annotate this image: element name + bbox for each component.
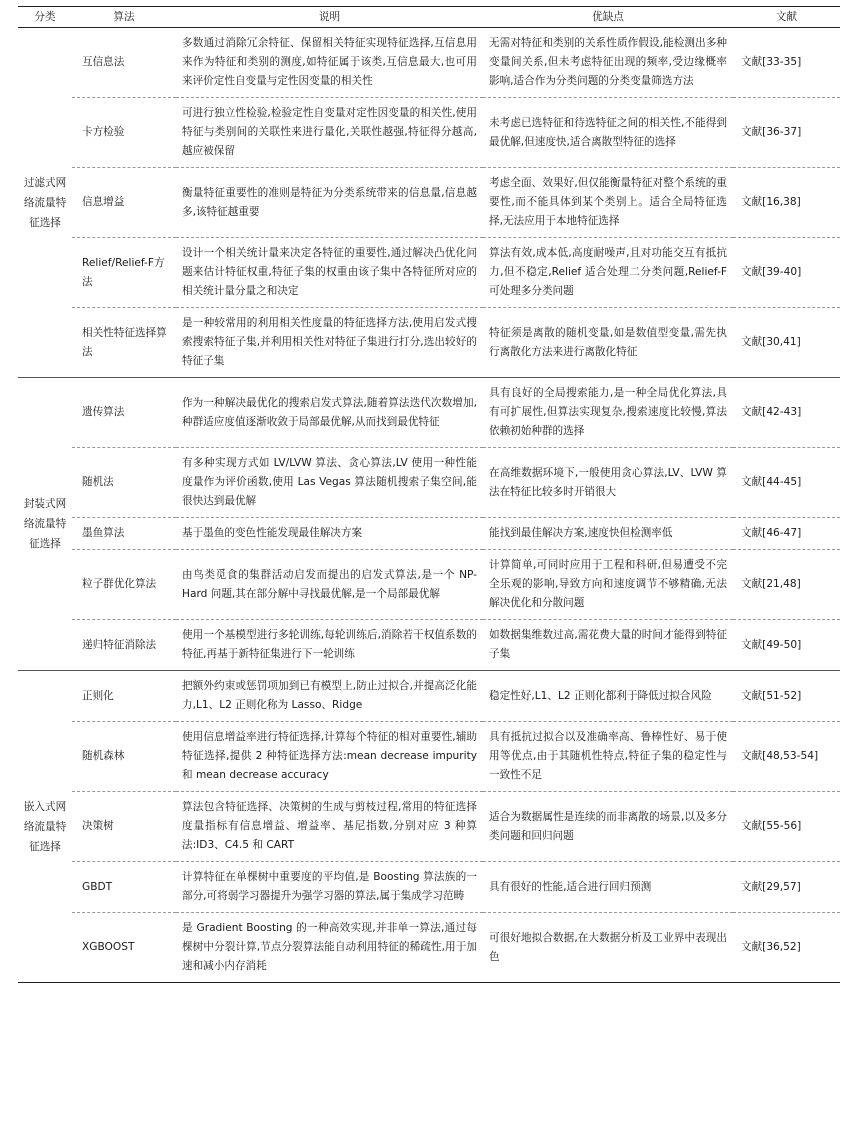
reference-cell: 文献[16,38] <box>733 168 840 238</box>
reference-cell: 文献[48,53-54] <box>733 722 840 792</box>
algorithm-cell: 卡方检验 <box>72 98 176 168</box>
description-cell: 作为一种解决最优化的搜索启发式算法,随着算法迭代次数增加,种群适应度值逐渐收敛于局部最优解,从而找到最优特征 <box>176 378 483 448</box>
description-cell: 由鸟类觅食的集群活动启发而提出的启发式算法,是一个 NP-Hard 问题,其在部分解中寻找最优解,是一个局部最优解 <box>176 550 483 620</box>
algorithm-cell: 正则化 <box>72 671 176 722</box>
pros-cons-cell: 未考虑已选特征和待选特征之间的相关性,不能得到最优解,但速度快,适合离散型特征的选择 <box>483 98 733 168</box>
pros-cons-cell: 考虑全面、效果好,但仅能衡量特征对整个系统的重要性,而不能具体到某个类别上。适合全局特征选择,无法应用于本地特征选择 <box>483 168 733 238</box>
algorithm-cell: 互信息法 <box>72 28 176 98</box>
description-cell: 衡量特征重要性的准则是特征为分类系统带来的信息量,信息越多,该特征越重要 <box>176 168 483 238</box>
algorithm-cell: 信息增益 <box>72 168 176 238</box>
table-row <box>18 238 840 308</box>
algorithm-cell: Relief/Relief-F方法 <box>72 238 176 308</box>
reference-cell: 文献[44-45] <box>733 448 840 518</box>
table-header-row <box>18 7 840 28</box>
description-cell: 可进行独立性检验,检验定性自变量对定性因变量的相关性,使用特征与类别间的关联性来进行量化,关联性越强,特征得分越高,越应被保留 <box>176 98 483 168</box>
algorithm-cell: 随机法 <box>72 448 176 518</box>
reference-cell: 文献[36-37] <box>733 98 840 168</box>
description-cell: 使用一个基模型进行多轮训练,每轮训练后,消除若干权值系数的特征,再基于新特征集进行下一轮训练 <box>176 620 483 671</box>
table-row <box>18 378 840 448</box>
description-cell: 设计一个相关统计量来决定各特征的重要性,通过解决凸优化问题来估计特征权重,特征子集的权重由该子集中各特征所对应的相关统计量分量之和决定 <box>176 238 483 308</box>
table-row <box>18 448 840 518</box>
algorithm-cell: 墨鱼算法 <box>72 518 176 550</box>
reference-cell: 文献[42-43] <box>733 378 840 448</box>
algorithm-cell: 决策树 <box>72 792 176 862</box>
pros-cons-cell: 计算简单,可同时应用于工程和科研,但易遭受不完全乐观的影响,导致方向和速度调节不够精确,无法解决优化和分散问题 <box>483 550 733 620</box>
reference-cell: 文献[33-35] <box>733 28 840 98</box>
reference-cell: 文献[36,52] <box>733 913 840 983</box>
description-cell: 使用信息增益率进行特征选择,计算每个特征的相对重要性,辅助特征选择,提供 2 种特征选择方法:mean decrease impurity 和 mean decrease accuracy <box>176 722 483 792</box>
reference-cell: 文献[55-56] <box>733 792 840 862</box>
pros-cons-cell: 算法有效,成本低,高度耐噪声,且对功能交互有抵抗力,但不稳定,Relief 适合处理二分类问题,Relief-F 可处理多分类问题 <box>483 238 733 308</box>
category-filter: 过滤式网络流量特征选择 <box>18 28 72 378</box>
header-algorithm: 算法 <box>72 7 176 28</box>
feature-selection-table <box>18 6 840 983</box>
header-description: 说明 <box>176 7 483 28</box>
pros-cons-cell: 可很好地拟合数据,在大数据分析及工业界中表现出色 <box>483 913 733 983</box>
pros-cons-cell: 具有抵抗过拟合以及准确率高、鲁棒性好、易于使用等优点,由于其随机性特点,特征子集的稳定性与一致性不足 <box>483 722 733 792</box>
table-row <box>18 308 840 378</box>
algorithm-cell: 递归特征消除法 <box>72 620 176 671</box>
header-reference: 文献 <box>733 7 840 28</box>
description-cell: 是 Gradient Boosting 的一种高效实现,并非单一算法,通过每棵树中分裂计算,节点分裂算法能自动利用特征的稀疏性,用于加速和减小内存消耗 <box>176 913 483 983</box>
algorithm-cell: GBDT <box>72 862 176 913</box>
header-pros-cons: 优缺点 <box>483 7 733 28</box>
reference-cell: 文献[30,41] <box>733 308 840 378</box>
category-wrapper: 封装式网络流量特征选择 <box>18 378 72 671</box>
pros-cons-cell: 无需对特征和类别的关系性质作假设,能检测出多种变量间关系,但未考虑特征出现的频率,受边缘概率影响,适合作为分类问题的分类变量筛选方法 <box>483 28 733 98</box>
pros-cons-cell: 具有很好的性能,适合进行回归预测 <box>483 862 733 913</box>
table-row <box>18 550 840 620</box>
table-row <box>18 671 840 722</box>
description-cell: 基于墨鱼的变色性能发现最佳解决方案 <box>176 518 483 550</box>
table-row <box>18 913 840 983</box>
table-row <box>18 722 840 792</box>
algorithm-cell: 相关性特征选择算法 <box>72 308 176 378</box>
description-cell: 有多种实现方式如 LV/LVW 算法、贪心算法,LV 使用一种性能度量作为评价函数,使用 Las Vegas 算法随机搜索子集空间,能很快达到最优解 <box>176 448 483 518</box>
table-row <box>18 28 840 98</box>
reference-cell: 文献[39-40] <box>733 238 840 308</box>
algorithm-cell: 随机森林 <box>72 722 176 792</box>
reference-cell: 文献[51-52] <box>733 671 840 722</box>
description-cell: 把额外约束或惩罚项加到已有模型上,防止过拟合,并提高泛化能力,L1、L2 正则化称为 Lasso、Ridge <box>176 671 483 722</box>
table-row <box>18 620 840 671</box>
description-cell: 计算特征在单棵树中重要度的平均值,是 Boosting 算法族的一部分,可将弱学习器提升为强学习器的算法,属于集成学习范畴 <box>176 862 483 913</box>
description-cell: 是一种较常用的利用相关性度量的特征选择方法,使用启发式搜索搜索特征子集,并利用相关性对特征子集进行打分,选出较好的特征子集 <box>176 308 483 378</box>
pros-cons-cell: 能找到最佳解决方案,速度快但检测率低 <box>483 518 733 550</box>
description-cell: 算法包含特征选择、决策树的生成与剪枝过程,常用的特征选择度量指标有信息增益、增益率、基尼指数,分别对应 3 种算法:ID3、C4.5 和 CART <box>176 792 483 862</box>
reference-cell: 文献[46-47] <box>733 518 840 550</box>
reference-cell: 文献[21,48] <box>733 550 840 620</box>
reference-cell: 文献[29,57] <box>733 862 840 913</box>
pros-cons-cell: 稳定性好,L1、L2 正则化都利于降低过拟合风险 <box>483 671 733 722</box>
pros-cons-cell: 在高维数据环境下,一般使用贪心算法,LV、LVW 算法在特征比较多时开销很大 <box>483 448 733 518</box>
table-row <box>18 168 840 238</box>
header-category: 分类 <box>18 7 72 28</box>
algorithm-cell: 遗传算法 <box>72 378 176 448</box>
table-row <box>18 862 840 913</box>
pros-cons-cell: 如数据集维数过高,需花费大量的时间才能得到特征子集 <box>483 620 733 671</box>
pros-cons-cell: 具有良好的全局搜索能力,是一种全局优化算法,具有可扩展性,但算法实现复杂,搜索速度比较慢,算法依赖初始种群的选择 <box>483 378 733 448</box>
table-row <box>18 518 840 550</box>
reference-cell: 文献[49-50] <box>733 620 840 671</box>
table-row <box>18 792 840 862</box>
description-cell: 多数通过消除冗余特征、保留相关特征实现特征选择,互信息用来作为特征和类别的测度,如特征属于该类,互信息最大,也可用来评价定性自变量与定性因变量的相关性 <box>176 28 483 98</box>
algorithm-cell: XGBOOST <box>72 913 176 983</box>
table-row <box>18 98 840 168</box>
algorithm-cell: 粒子群优化算法 <box>72 550 176 620</box>
pros-cons-cell: 特征须是离散的随机变量,如是数值型变量,需先执行离散化方法来进行离散化特征 <box>483 308 733 378</box>
category-embedded: 嵌入式网络流量特征选择 <box>18 671 72 983</box>
pros-cons-cell: 适合为数据属性是连续的而非离散的场景,以及多分类问题和回归问题 <box>483 792 733 862</box>
